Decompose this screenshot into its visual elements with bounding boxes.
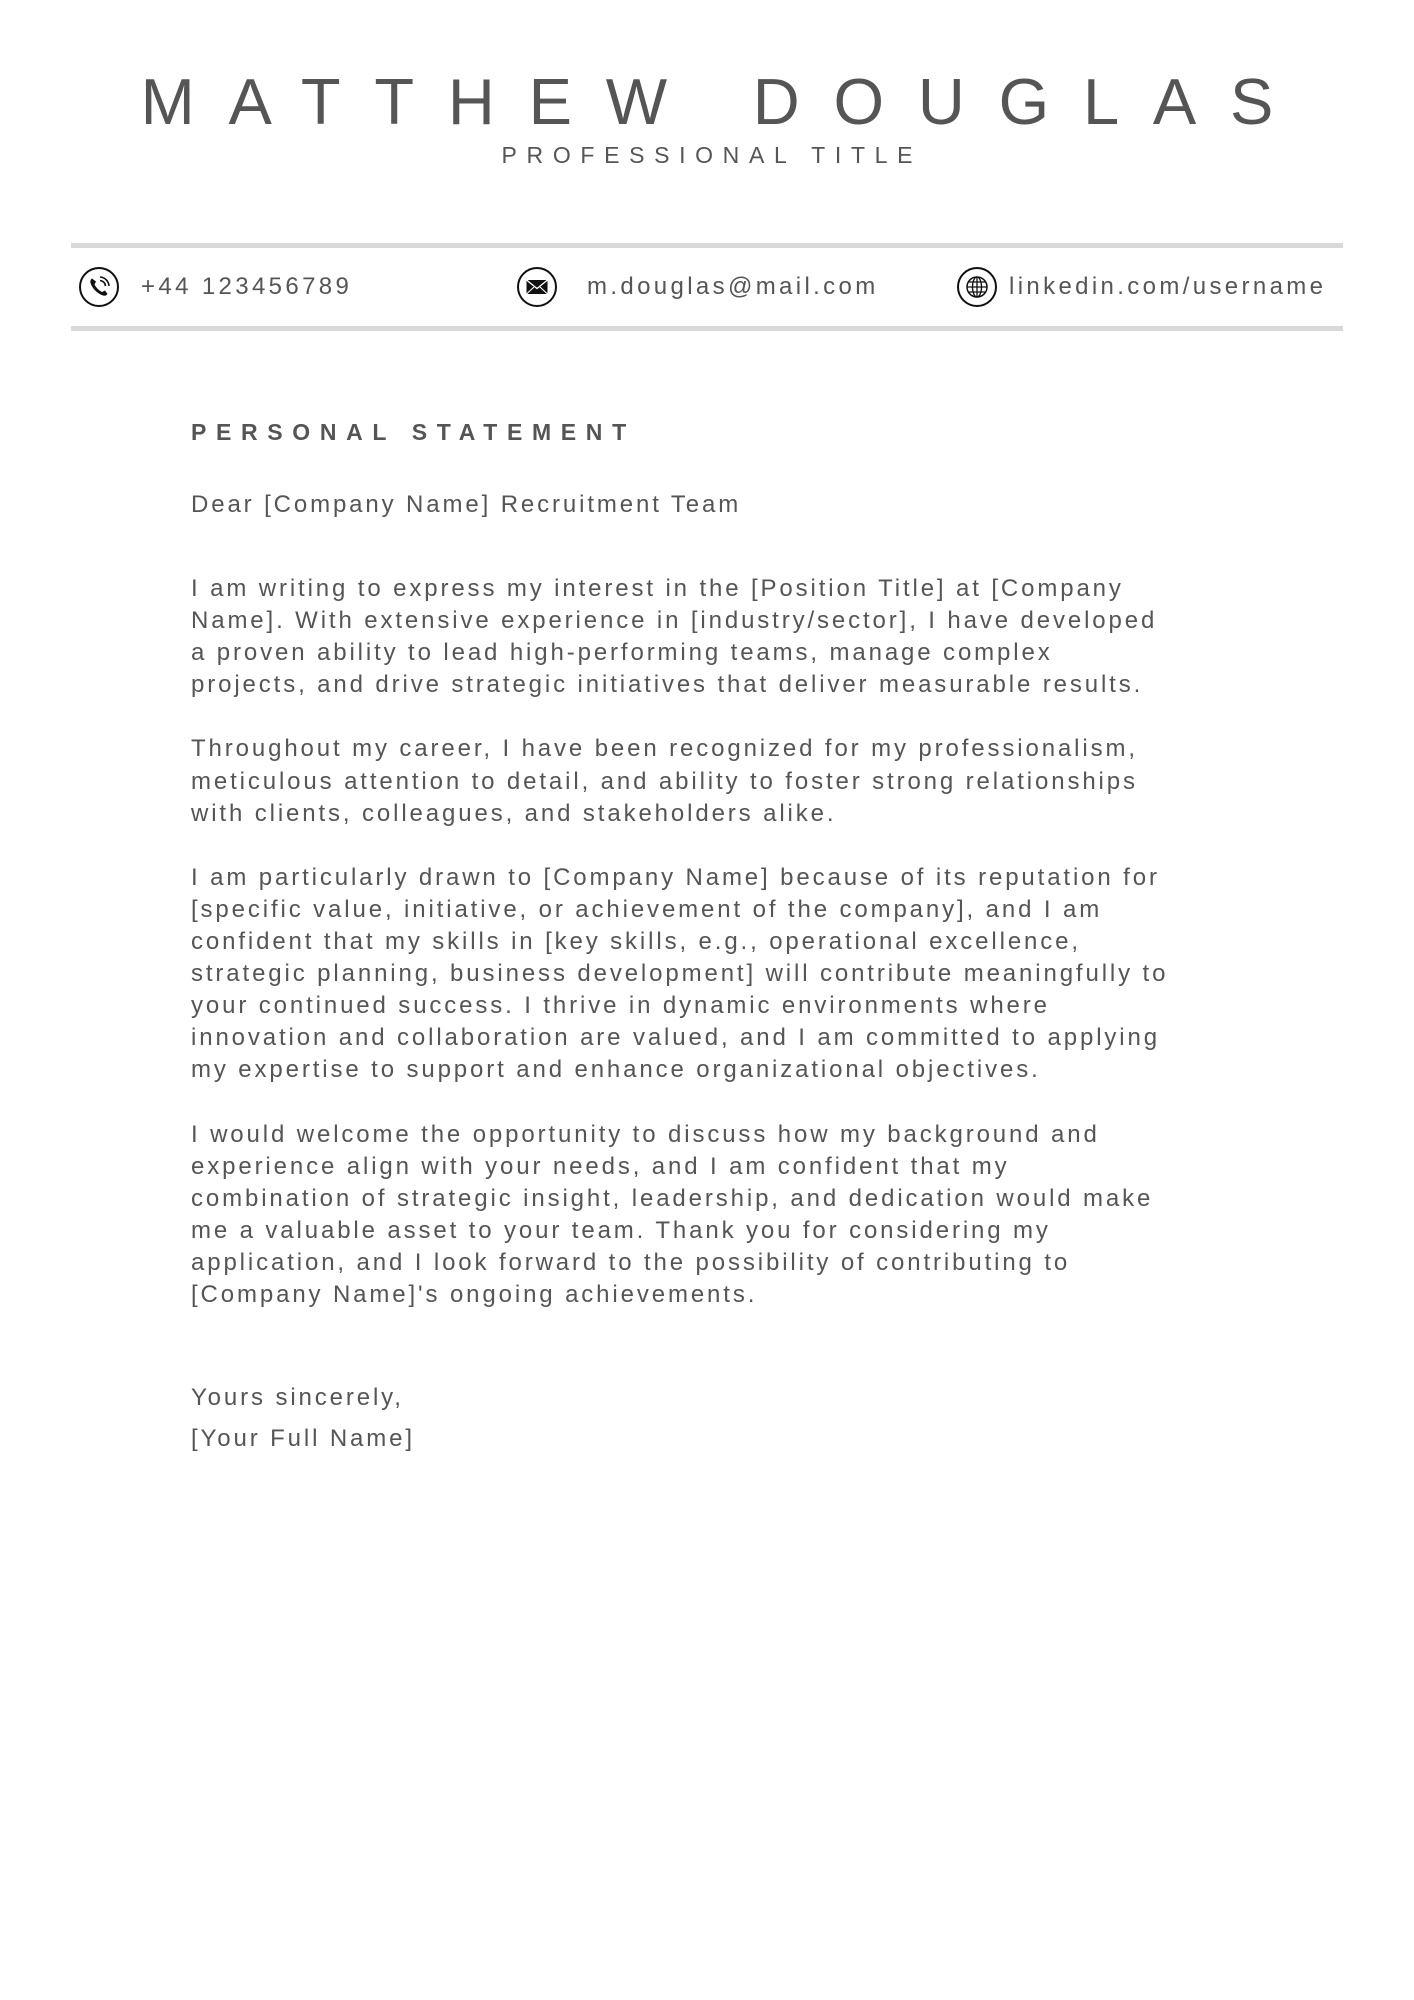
paragraph-line: I would welcome the opportunity to discuss how my background and <box>191 1120 1100 1148</box>
paragraph-line: [specific value, initiative, or achievement of the company], and I am <box>191 895 1103 923</box>
contact-bar <box>71 243 1343 331</box>
paragraph-line: I am particularly drawn to [Company Name] because of its reputation for <box>191 863 1160 891</box>
phone-icon <box>79 267 119 307</box>
paragraph-line: projects, and drive strategic initiatives that deliver measurable results. <box>191 671 1144 699</box>
paragraph-career <box>191 733 1168 829</box>
envelope-icon <box>517 267 557 307</box>
signature-name: [Your Full Name] <box>191 1425 415 1452</box>
paragraph-line: Throughout my career, I have been recognized for my professionalism, <box>191 735 1138 763</box>
paragraph-line: your continued success. I thrive in dynamic environments where <box>191 992 1050 1020</box>
closing-phrase: Yours sincerely, <box>191 1384 404 1411</box>
paragraph-line: combination of strategic insight, leadership, and dedication would make <box>191 1184 1154 1212</box>
paragraph-closing <box>191 1119 1168 1312</box>
paragraph-line: with clients, colleagues, and stakeholders alike. <box>191 799 837 827</box>
letter-closing <box>191 1377 415 1459</box>
paragraph-line: a proven ability to lead high-performing teams, manage complex <box>191 639 1053 667</box>
paragraph-line: me a valuable asset to your team. Thank you for considering my <box>191 1216 1051 1244</box>
paragraph-motivation <box>191 862 1168 1087</box>
candidate-name: MATTHEW DOUGLAS <box>140 65 1308 138</box>
salutation: Dear [Company Name] Recruitment Team <box>191 491 742 518</box>
paragraph-line: application, and I look forward to the possibility of contributing to <box>191 1248 1071 1276</box>
contact-website[interactable] <box>957 248 1326 326</box>
letter-body <box>191 573 1168 1343</box>
paragraph-line: confident that my skills in [key skills, e.g., operational excellence, <box>191 928 1081 956</box>
section-heading: PERSONAL STATEMENT <box>191 419 636 445</box>
paragraph-intro <box>191 573 1168 701</box>
professional-title: PROFESSIONAL TITLE <box>501 142 923 168</box>
globe-icon <box>957 267 997 307</box>
linkedin-url: linkedin.com/username <box>1009 273 1327 300</box>
contact-phone[interactable] <box>79 248 352 326</box>
paragraph-line: strategic planning, business development] will contribute meaningfully to <box>191 960 1169 988</box>
contact-email[interactable] <box>517 248 879 326</box>
paragraph-line: meticulous attention to detail, and ability to foster strong relationships <box>191 767 1138 795</box>
phone-number: +44 123456789 <box>141 273 353 300</box>
paragraph-line: experience align with your needs, and I am confident that my <box>191 1152 1010 1180</box>
paragraph-line: my expertise to support and enhance organizational objectives. <box>191 1056 1041 1084</box>
paragraph-line: Name]. With extensive experience in [industry/sector], I have developed <box>191 607 1158 635</box>
paragraph-line: I am writing to express my interest in the [Position Title] at [Company <box>191 575 1124 602</box>
paragraph-line: innovation and collaboration are valued, and I am committed to applying <box>191 1024 1160 1052</box>
paragraph-line: [Company Name]'s ongoing achievements. <box>191 1281 758 1309</box>
email-address: m.douglas@mail.com <box>587 273 879 300</box>
